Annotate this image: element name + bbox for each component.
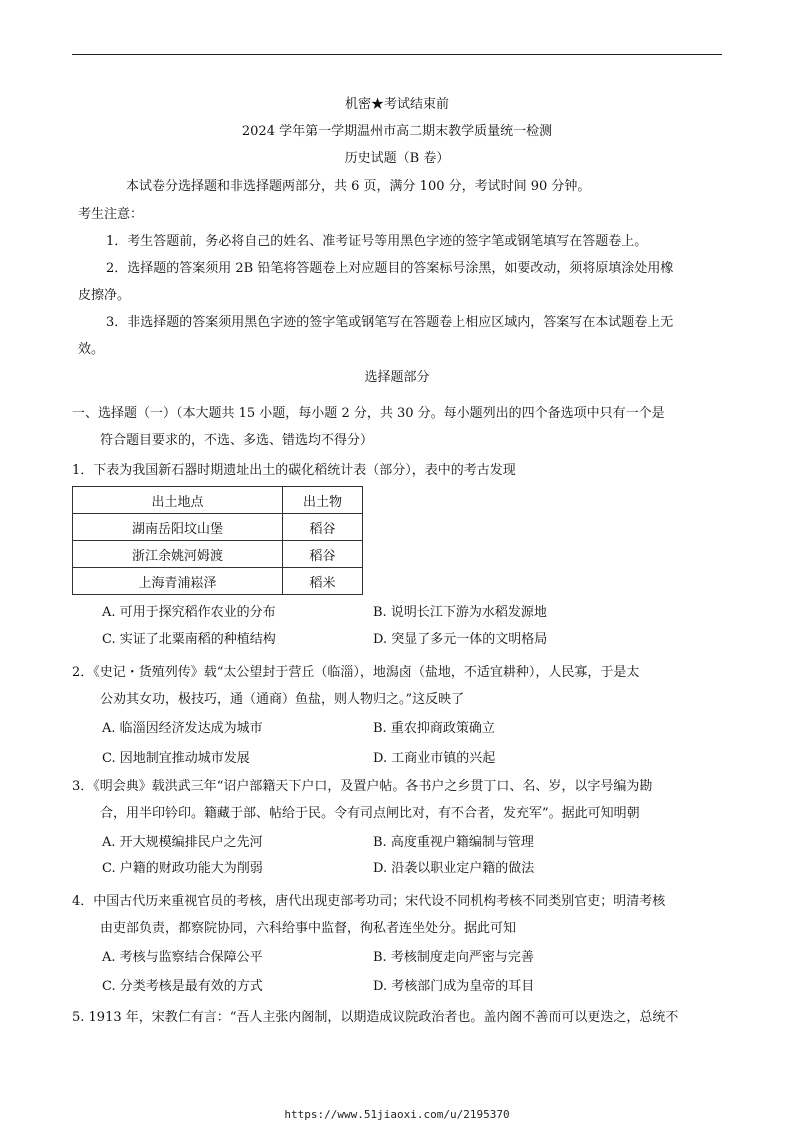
q4-option-a: A. 考核与监察结合保障公平: [102, 950, 263, 965]
q1-option-b: B. 说明长江下游为水稻发源地: [373, 605, 547, 620]
q1-data-table: [72, 486, 363, 595]
q3-stem-line-2: 合，用半印钤印。籍藏于部、帖给于民。令有司点闸比对，有不合者，发充军”。据此可知明朝: [100, 806, 640, 821]
q1-option-c: C. 实证了北粟南稻的种植结构: [102, 632, 276, 647]
q2-option-d: D. 工商业市镇的兴起: [373, 751, 496, 766]
table-header-row: [73, 487, 363, 514]
table-row: [73, 541, 363, 568]
q4-stem-line-2: 由吏部负责，都察院协同，六科给事中监督，徇私者连坐处分。据此可知: [100, 921, 517, 936]
top-rule: [72, 54, 722, 55]
notice-item-3-line-2: 效。: [78, 342, 105, 357]
q4-option-d: D. 考核部门成为皇帝的耳目: [373, 979, 535, 994]
q1-option-d: D. 突显了多元一体的文明格局: [373, 632, 548, 647]
q4-stem-line-1: 4．中国古代历来重视官员的考核，唐代出现吏部考功司；宋代设不同机构考核不同类别官吏；明清考核: [72, 894, 666, 909]
q2-stem-line-2: 公劝其女功，极技巧，通（通商）鱼盐，则人物归之。”这反映了: [100, 692, 465, 707]
table-row: [73, 514, 363, 541]
table-header-cell: 出土地点: [73, 487, 283, 514]
table-header-cell: 出土物: [283, 487, 363, 514]
q5-stem-line-1: 5. 1913 年，宋教仁有言：“吾人主张内阁制，以期造成议院政治者也。盖内阁不善而可以更迭之，总统不: [72, 1010, 679, 1025]
table-row: [73, 568, 363, 595]
exam-title: 2024 学年第一学期温州市高二期末教学质量统一检测: [241, 124, 553, 139]
table-cell: 稻谷: [283, 514, 363, 541]
q4-option-b: B. 考核制度走向严密与完善: [373, 950, 534, 965]
q2-option-a: A. 临淄因经济发达成为城市: [102, 721, 263, 736]
notice-item-2-line-1: 2．选择题的答案须用 2B 铅笔将答题卷上对应题目的答案标号涂黑，如要改动，须将原填涂处用橡: [106, 261, 674, 276]
q3-stem-line-1: 3．《明会典》载洪武三年“诏户部籍天下户口，及置户帖。各书户之乡贯丁口、名、岁，以字号编为勘: [72, 779, 653, 794]
notice-item-3-line-1: 3．非选择题的答案须用黑色字迹的签字笔或钢笔写在答题卷上相应区域内，答案写在本试题卷上无: [106, 315, 674, 330]
section-title: 选择题部分: [364, 370, 430, 385]
table-cell: 稻米: [283, 568, 363, 595]
q3-option-b: B. 高度重视户籍编制与管理: [373, 835, 534, 850]
notice-heading: 考生注意：: [78, 207, 144, 222]
part1-instructions-line-1: 一、选择题（一）（本大题共 15 小题，每小题 2 分，共 30 分。每小题列出的四个备选项中只有一个是: [72, 406, 665, 421]
q2-option-c: C. 因地制宜推动城市发展: [102, 751, 250, 766]
part1-instructions-line-2: 符合题目要求的，不选、多选、错选均不得分）: [100, 433, 374, 448]
exam-subtitle: 历史试题（B 卷）: [344, 151, 450, 166]
q3-option-a: A. 开大规模编排民户之先河: [102, 835, 263, 850]
q2-stem-line-1: 2．《史记・货殖列传》载“太公望封于营丘（临淄），地潟卤（盐地，不适宜耕种），人民寡，于是太: [72, 665, 640, 680]
table-cell: 湖南岳阳坟山堡: [73, 514, 283, 541]
q3-option-d: D. 沿袭以职业定户籍的做法: [373, 861, 535, 876]
q1-option-a: A. 可用于探究稻作农业的分布: [102, 605, 276, 620]
notice-item-1: 1．考生答题前，务必将自己的姓名、准考证号等用黑色字迹的签字笔或钢笔填写在答题卷上。: [106, 234, 648, 249]
notice-item-2-line-2: 皮擦净。: [78, 288, 131, 303]
table-cell: 上海青浦崧泽: [73, 568, 283, 595]
intro-text: 本试卷分选择题和非选择题两部分，共 6 页，满分 100 分，考试时间 90 分钟。: [126, 179, 591, 194]
q4-option-c: C. 分类考核是最有效的方式: [102, 979, 263, 994]
footer-url: https://www.51jiaoxi.com/u/2195370: [284, 1108, 510, 1121]
table-cell: 浙江余姚河姆渡: [73, 541, 283, 568]
secret-label: 机密★考试结束前: [344, 97, 449, 112]
q1-stem: 1．下表为我国新石器时期遗址出土的碳化稻统计表（部分），表中的考古发现: [72, 463, 516, 478]
q2-option-b: B. 重农抑商政策确立: [373, 721, 495, 736]
q3-option-c: C. 户籍的财政功能大为削弱: [102, 861, 263, 876]
table-cell: 稻谷: [283, 541, 363, 568]
